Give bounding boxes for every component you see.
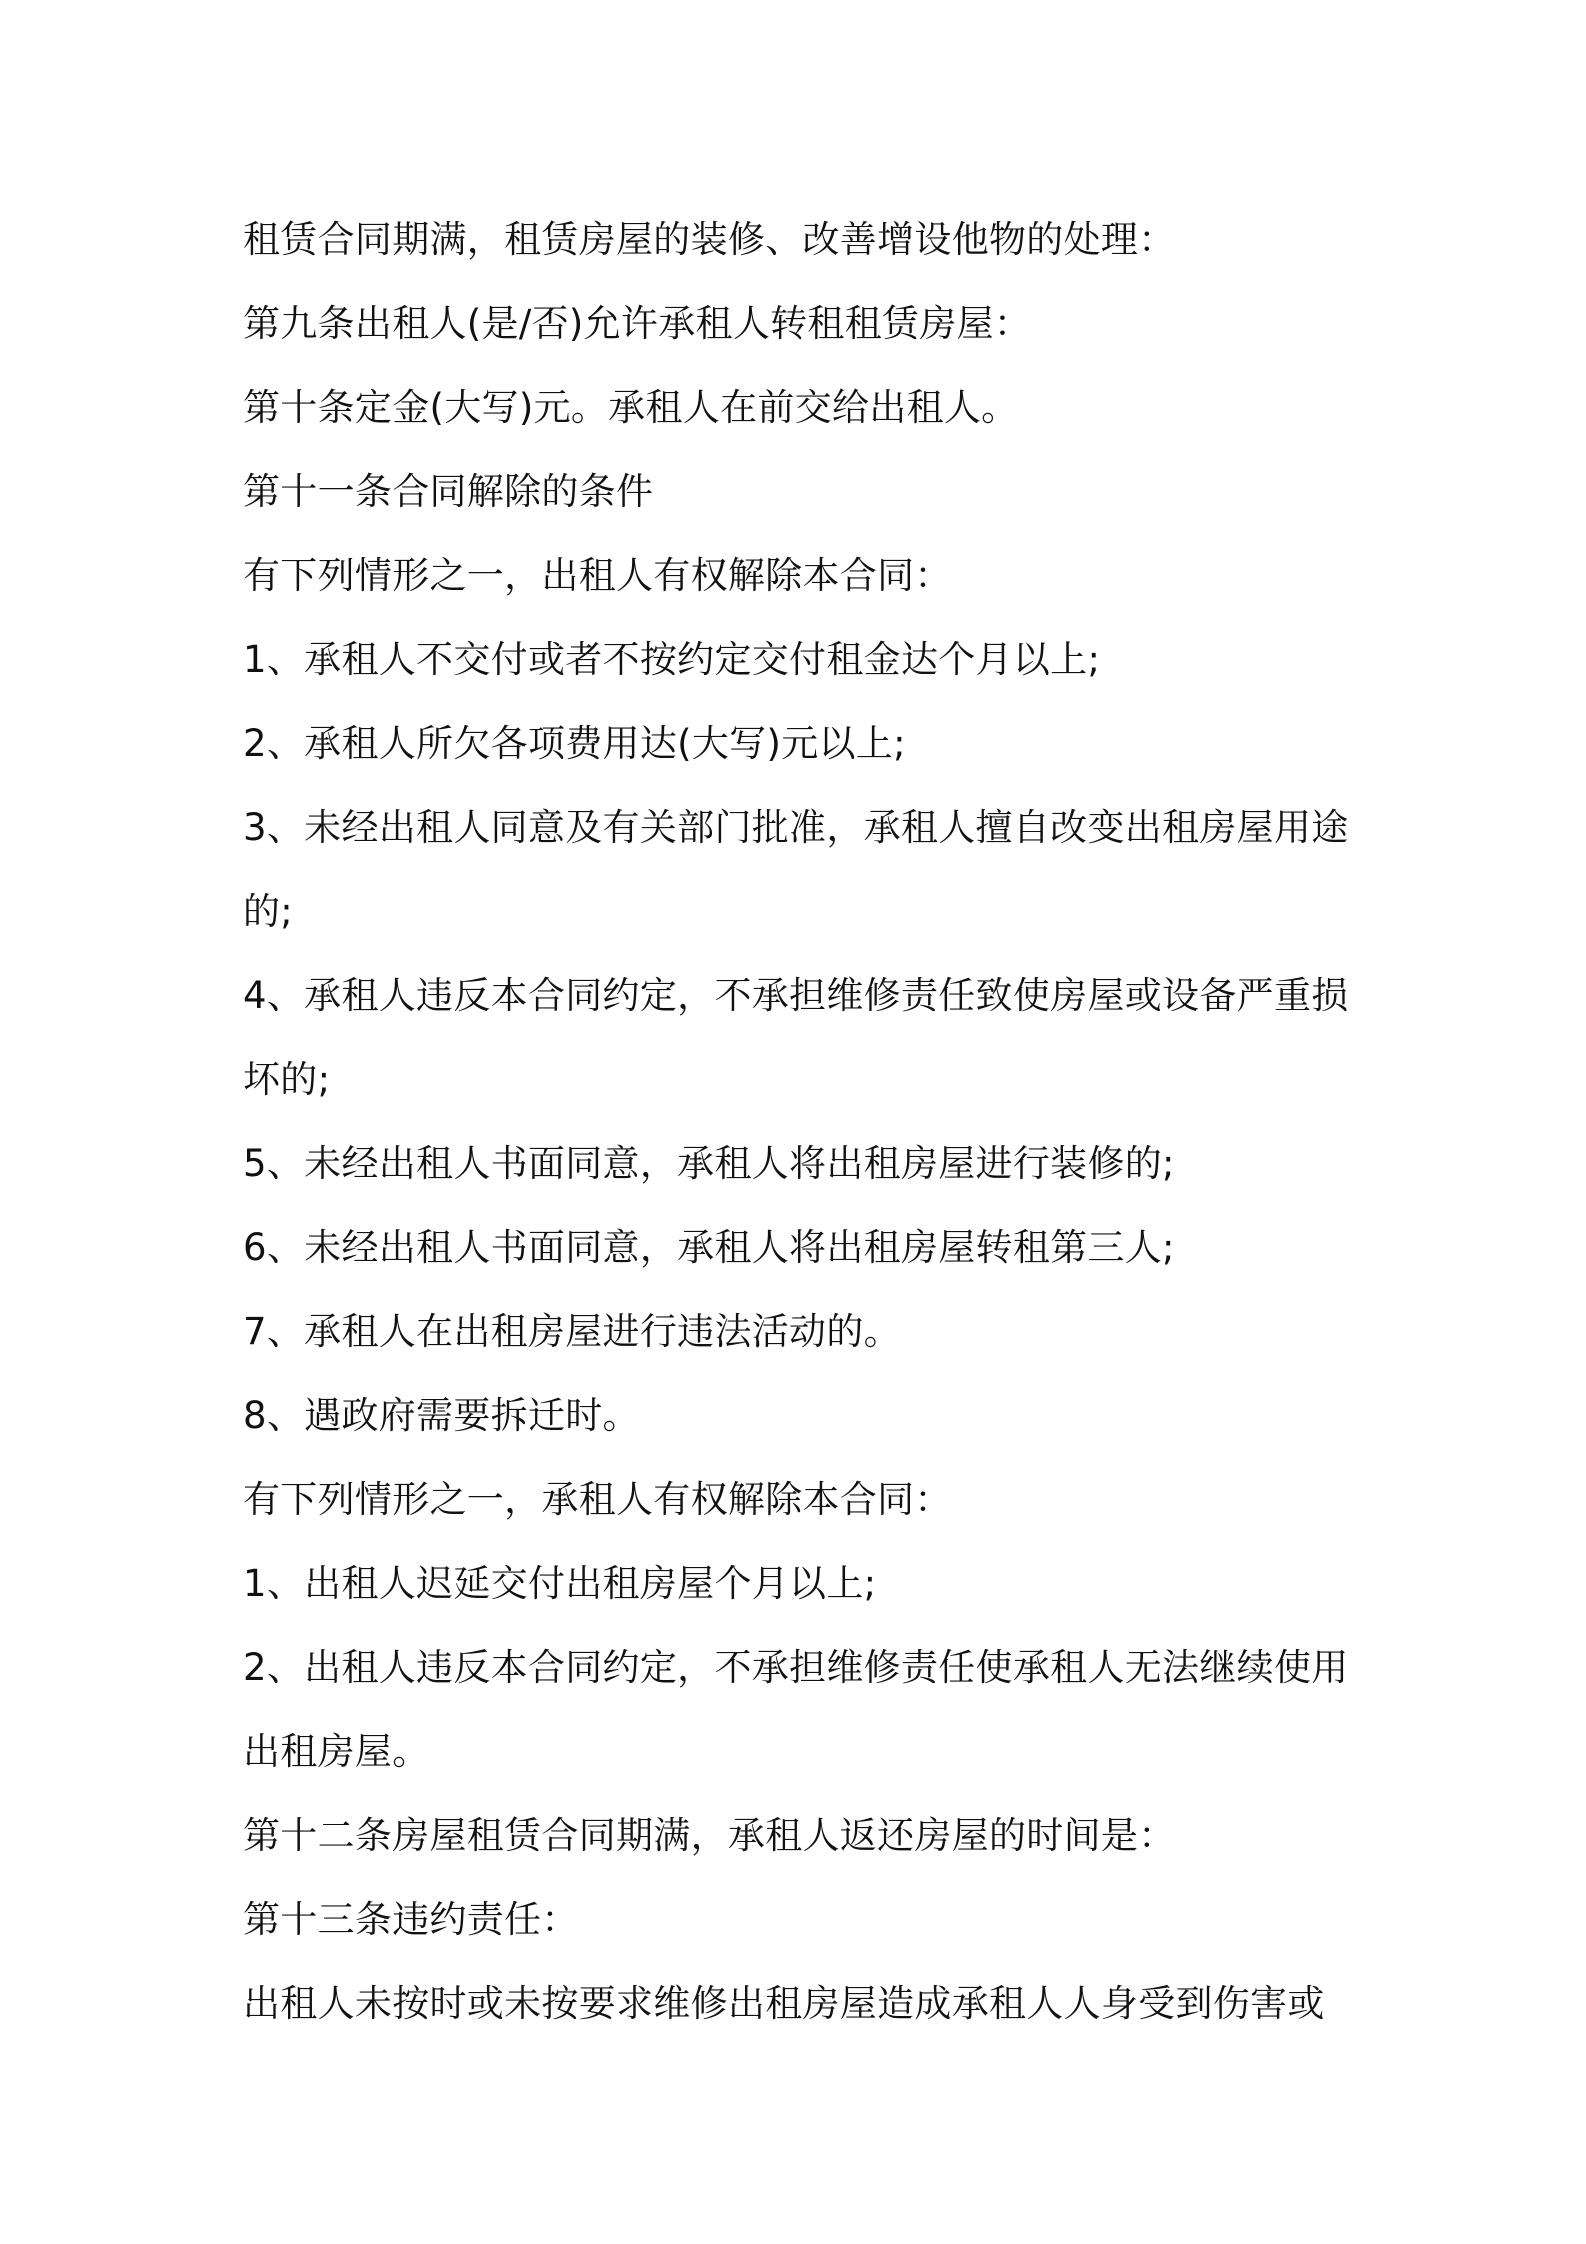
text-line: 2、出租人违反本合同约定，不承担维修责任使承租人无法继续使用 [243,1646,1349,1689]
text-line: 2、承租人所欠各项费用达(大写)元以上; [243,722,906,765]
text-line: 第十一条合同解除的条件 [243,470,654,513]
text-line: 出租人未按时或未按要求维修出租房屋造成承租人人身受到伤害或 [243,1982,1325,2025]
text-line: 1、承租人不交付或者不按约定交付租金达个月以上; [243,638,1101,681]
text-line: 第十三条违约责任： [243,1898,579,1941]
text-line: 5、未经出租人书面同意，承租人将出租房屋进行装修的; [243,1142,1175,1185]
text-line: 8、遇政府需要拆迁时。 [243,1394,640,1437]
text-line: 租赁合同期满，租赁房屋的装修、改善增设他物的处理： [243,218,1176,261]
text-line: 的; [243,890,294,933]
text-line: 3、未经出租人同意及有关部门批准，承租人擅自改变出租房屋用途 [243,806,1349,849]
text-line: 出租房屋。 [243,1730,430,1773]
text-line: 第十条定金(大写)元。承租人在前交给出租人。 [243,386,1019,429]
text-line: 4、承租人违反本合同约定，不承担维修责任致使房屋或设备严重损 [243,974,1349,1017]
text-line: 有下列情形之一，出租人有权解除本合同： [243,554,952,597]
text-line: 7、承租人在出租房屋进行违法活动的。 [243,1310,901,1353]
text-line: 第九条出租人(是/否)允许承租人转租租赁房屋： [243,302,1032,345]
text-line: 有下列情形之一，承租人有权解除本合同： [243,1478,952,1521]
text-line: 第十二条房屋租赁合同期满，承租人返还房屋的时间是： [243,1814,1176,1857]
text-line: 6、未经出租人书面同意，承租人将出租房屋转租第三人; [243,1226,1175,1269]
document-body [243,198,1363,2046]
text-line: 1、出租人迟延交付出租房屋个月以上; [243,1562,877,1605]
text-line: 坏的; [243,1058,331,1101]
